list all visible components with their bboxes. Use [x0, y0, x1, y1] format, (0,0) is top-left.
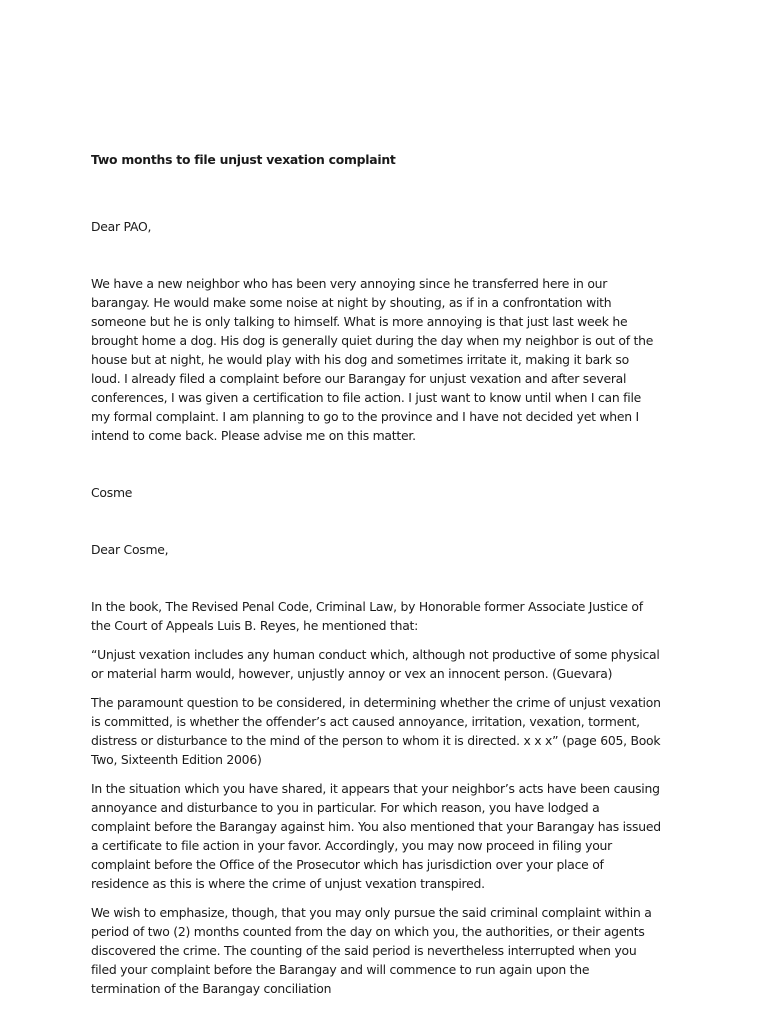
- answer-paragraph: In the book, The Revised Penal Code, Criminal Law, by Honorable former Associate Justice of the Court of Appeals Luis B. Reyes, he mentioned that:: [91, 599, 643, 633]
- answer-paragraph: In the situation which you have shared, it appears that your neighbor’s acts have been causing annoyance and disturbance to you in particular. For which reason, you have lodged a complaint before the Barangay against him. You also mentioned that your Barangay has issued a certificate to file action in your favor. Accordingly, you may now proceed in filing your complaint before the Office of the Prosecutor which has jurisdiction over your place of residence as this is where the crime of unjust vexation transpired.: [91, 781, 661, 891]
- quote-paragraph: “Unjust vexation includes any human conduct which, although not productive of some physical or material harm would, however, unjustly annoy or vex an innocent person. (Guevara): [91, 647, 660, 681]
- document-title: Two months to file unjust vexation complaint: [91, 152, 396, 167]
- answer-paragraph: We wish to emphasize, though, that you may only pursue the said criminal complaint within a period of two (2) months counted from the day on which you, the authorities, or their agents discovered the crime. The counting of the said period is nevertheless interrupted when you filed your complaint before the Barangay and will commence to run again upon the termination of the Barangay conciliation: [91, 905, 652, 996]
- question-paragraph: We have a new neighbor who has been very annoying since he transferred here in our barangay. He would make some noise at night by shouting, as if in a confrontation with someone but he is only talking to himself. What is more annoying is that just last week he brought home a dog. His dog is generally quiet during the day when my neighbor is out of the house but at night, he would play with his dog and sometimes irritate it, making it bark so loud. I already filed a complaint before our Barangay for unjust vexation and after several conferences, I was given a certification to file action. I just want to know until when I can file my formal complaint. I am planning to go to the province and I have not decided yet when I intend to come back. Please advise me on this matter.: [91, 276, 654, 443]
- quote-paragraph: The paramount question to be considered, in determining whether the crime of unjust vexation is committed, is whether the offender’s act caused annoyance, irritation, vexation, torment, distress or disturbance to the mind of the person to whom it is directed. x x x” (page 605, Book Two, Sixteenth Edition 2006): [91, 695, 661, 767]
- salutation: Dear PAO,: [91, 219, 152, 234]
- signature: Cosme: [91, 485, 133, 500]
- reply-salutation: Dear Cosme,: [91, 542, 169, 557]
- document-body: [91, 150, 661, 1008]
